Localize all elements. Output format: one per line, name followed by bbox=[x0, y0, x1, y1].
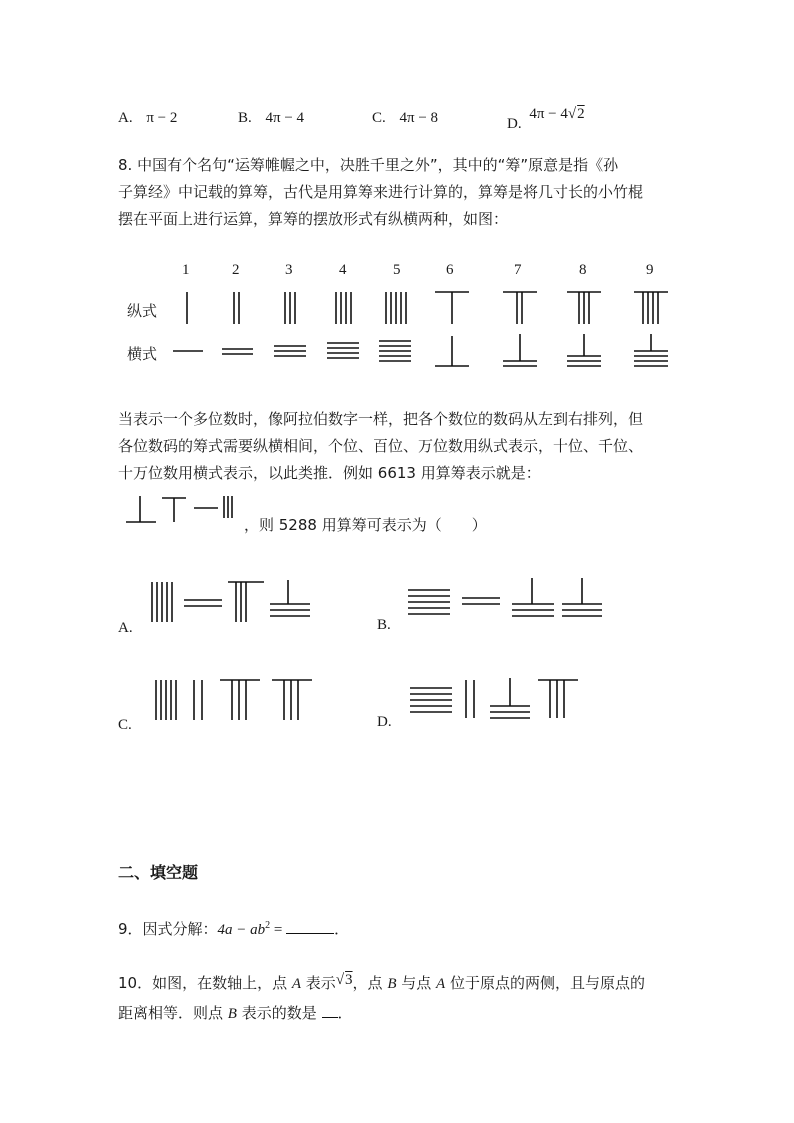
sqrt-icon: √ bbox=[567, 106, 577, 122]
digit-label: 8 bbox=[579, 262, 587, 278]
q9-prefix: 9．因式分解： bbox=[118, 920, 218, 938]
q8-para-line2: 各位数码的筹式需要纵横相间，个位、百位、万位数用纵式表示，十位、千位、 bbox=[118, 437, 644, 455]
row-label-vertical: 纵式 bbox=[127, 302, 158, 320]
rod-vertical-8 bbox=[567, 292, 601, 324]
option-letter: D. bbox=[507, 116, 522, 132]
digit-label: 5 bbox=[393, 262, 401, 278]
q10-text: 与点 bbox=[396, 974, 437, 992]
q10-text: ，点 bbox=[352, 974, 388, 992]
q8-option-a-rods[interactable] bbox=[148, 578, 318, 628]
option-expr: 4π − 4 bbox=[265, 110, 305, 126]
option-letter: A. bbox=[118, 110, 133, 126]
q10-radicand: 3 bbox=[345, 972, 353, 988]
q9-end: ． bbox=[334, 920, 350, 938]
q9 bbox=[118, 918, 349, 939]
q10-text: 表示的数是 bbox=[236, 1004, 322, 1022]
q8-option-d-rods[interactable] bbox=[406, 676, 581, 722]
q8-question-tail: ，则 5288 用算筹可表示为（ ） bbox=[244, 516, 487, 534]
section-title: 二、填空题 bbox=[118, 863, 199, 882]
digit-label: 9 bbox=[646, 262, 654, 278]
rod-horizontal-8 bbox=[567, 334, 601, 366]
rod-vertical-2 bbox=[234, 292, 239, 324]
q8-line2: 子算经》中记载的算筹，古代是用算筹来进行计算的，算筹是将几寸长的小竹棍 bbox=[118, 183, 644, 201]
q8-option-d-letter[interactable]: D. bbox=[377, 714, 392, 730]
rod-vertical-6 bbox=[435, 292, 469, 324]
q8-option-b-rods[interactable] bbox=[404, 576, 609, 622]
option-expr: 4π − 4 bbox=[529, 106, 568, 122]
q8-option-b-letter[interactable]: B. bbox=[377, 617, 391, 633]
q9-answer-blank[interactable] bbox=[286, 933, 334, 934]
rod-horizontal-7 bbox=[503, 334, 537, 366]
point-a: A bbox=[436, 976, 446, 992]
rod-vertical-4 bbox=[336, 292, 351, 324]
q9-expr: 4a − ab bbox=[217, 922, 266, 938]
digit-label: 3 bbox=[285, 262, 293, 278]
rod-vertical-5 bbox=[386, 292, 406, 324]
q8-para-line3: 十万位数用横式表示，以此类推．例如 6613 用算筹表示就是： bbox=[118, 464, 541, 482]
digit-label: 6 bbox=[446, 262, 454, 278]
option-letter: C. bbox=[372, 110, 386, 126]
row-label-horizontal: 横式 bbox=[127, 345, 158, 363]
option-letter: B. bbox=[238, 110, 252, 126]
point-b: B bbox=[387, 976, 397, 992]
q8-line1: 8. 中国有个名句“运筹帷幄之中，决胜千里之外”，其中的“筹”原意是指《孙 bbox=[118, 156, 619, 174]
rod-horizontal-9 bbox=[634, 334, 668, 366]
rod-vertical-3 bbox=[285, 292, 295, 324]
sqrt-icon: √ bbox=[335, 972, 345, 988]
q9-exponent: 2 bbox=[265, 920, 271, 931]
option-radicand: 2 bbox=[577, 106, 585, 122]
example-6613-rods bbox=[120, 492, 240, 526]
q10-text: 距离相等．则点 bbox=[118, 1004, 228, 1022]
q10-text: 10．如图，在数轴上，点 bbox=[118, 974, 292, 992]
digit-label: 2 bbox=[232, 262, 240, 278]
digit-label: 7 bbox=[514, 262, 522, 278]
rod-vertical-7 bbox=[503, 292, 537, 324]
rod-horizontal-2 bbox=[222, 349, 253, 354]
point-a: A bbox=[291, 976, 302, 992]
q10-text: 位于原点的两侧，且与原点的 bbox=[445, 974, 645, 992]
q10-line2 bbox=[118, 1000, 353, 1028]
rod-horizontal-3 bbox=[274, 346, 306, 356]
point-b: B bbox=[227, 1006, 237, 1022]
q8-para-line1: 当表示一个多位数时，像阿拉伯数字一样，把各个数位的数码从左到右排列，但 bbox=[118, 410, 644, 428]
rod-vertical-9 bbox=[634, 292, 668, 324]
digit-label: 1 bbox=[182, 262, 190, 278]
counting-rod-table bbox=[0, 0, 794, 400]
q8-option-c-letter[interactable]: C. bbox=[118, 717, 132, 733]
q10-end: ． bbox=[337, 1004, 353, 1022]
q10-line1 bbox=[118, 970, 645, 998]
q10-answer-blank[interactable] bbox=[322, 1017, 338, 1018]
option-expr: π − 2 bbox=[146, 110, 178, 126]
q8-line3: 摆在平面上进行运算，算筹的摆放形式有纵横两种，如图： bbox=[118, 210, 509, 228]
rod-horizontal-4 bbox=[327, 343, 359, 358]
q8-option-a-letter[interactable]: A. bbox=[118, 620, 133, 636]
option-expr: 4π − 8 bbox=[399, 110, 439, 126]
digit-label: 4 bbox=[339, 262, 347, 278]
q10-text: 表示 bbox=[301, 974, 336, 992]
rod-horizontal-6 bbox=[435, 336, 469, 366]
q8-option-c-rods[interactable] bbox=[150, 676, 320, 724]
q9-equals: = bbox=[270, 922, 287, 938]
rod-horizontal-5 bbox=[379, 341, 411, 361]
